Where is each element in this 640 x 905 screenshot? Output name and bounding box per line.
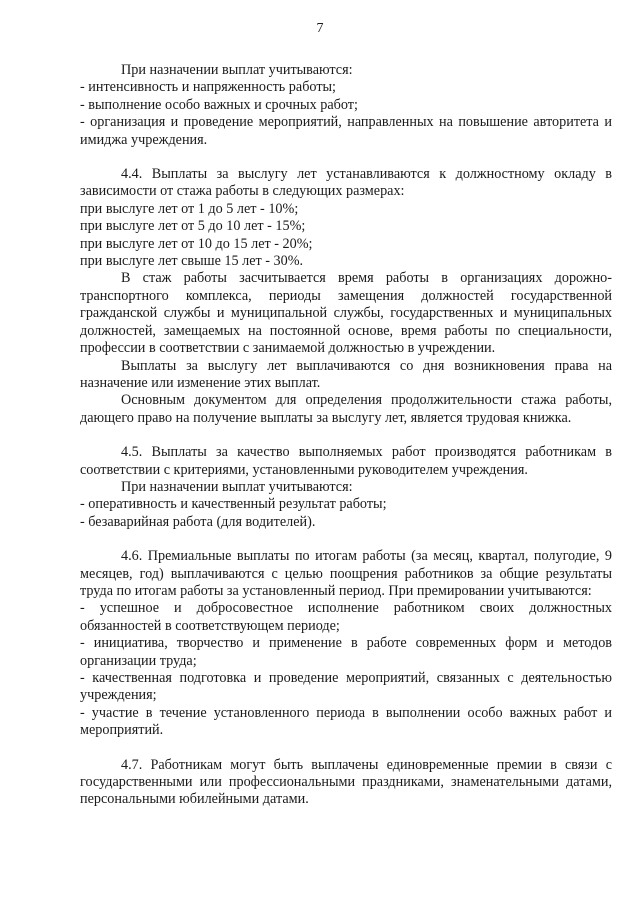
section-4-4-payment-paragraph: Выплаты за выслугу лет выплачиваются со дня возникновения права на назначение или изменение этих выплат. xyxy=(80,357,612,391)
seniority-rate: при выслуге лет от 10 до 15 лет - 20%; xyxy=(80,235,313,252)
section-4-6-heading: 4.6. Премиальные выплаты по итогам работы (за месяц, квартал, полугодие, 9 месяцев, год) выплачиваются с целью поощрения работников за общие результаты труда по итогам работы за установленный период. При премировании учитываются: xyxy=(80,548,612,599)
block1-item: - интенсивность и напряженность работы; xyxy=(80,79,336,96)
section-4-4-document-paragraph: Основным документом для определения продолжительности стажа работы, дающего право на получение выплаты за выслугу лет, является трудовая книжка. xyxy=(80,392,612,426)
section-4-7-paragraph: 4.7. Работникам могут быть выплачены единовременные премии в связи с государственными или профессиональными праздниками, знаменательными датами, персональными юбилейными датами. xyxy=(80,756,612,808)
seniority-rate: при выслуге лет от 1 до 5 лет - 10%; xyxy=(80,200,299,217)
section-4-4-stazh-paragraph: В стаж работы засчитывается время работы в организациях дорожно-транспортного комплекса, периоды замещения должностей государственной гражданской службы и муниципальной службы, государственных и муниципальных должностей, замещаемых на постоянной основе, время работы по специальности, профессии в соответствии с занимаемой должностью в учреждении. xyxy=(80,270,612,357)
seniority-rate: при выслуге лет от 5 до 10 лет - 15%; xyxy=(80,218,306,235)
section-4-6-item: - участие в течение установленного периода в выполнении особо важных работ и мероприятий. xyxy=(80,704,612,739)
section-4-4-heading: 4.4. Выплаты за выслугу лет устанавливаются к должностному окладу в зависимости от стажа работы в следующих размерах: xyxy=(80,166,612,200)
page-number: 7 xyxy=(316,21,324,36)
seniority-rate: при выслуге лет свыше 15 лет - 30%. xyxy=(80,253,304,270)
block1-intro: При назначении выплат учитываются: xyxy=(121,62,353,78)
section-4-6-item: - качественная подготовка и проведение мероприятий, связанных с деятельностью учреждения; xyxy=(80,670,612,704)
section-4-6-item: - инициатива, творчество и применение в работе современных форм и методов организации труда; xyxy=(80,635,612,669)
section-4-5-item: - оперативность и качественный результат работы; xyxy=(80,496,387,513)
block1-item: - выполнение особо важных и срочных работ; xyxy=(80,96,358,113)
section-4-5-item: - безаварийная работа (для водителей). xyxy=(80,513,316,530)
block1-item: - организация и проведение мероприятий, направленных на повышение авторитета и имиджа учреждения. xyxy=(80,114,612,148)
section-4-5-heading: 4.5. Выплаты за качество выполняемых работ производятся работникам в соответствии с критериями, установленными руководителем учреждения. xyxy=(80,444,612,478)
section-4-5-intro: При назначении выплат учитываются: xyxy=(121,478,353,495)
section-4-6-item: - успешное и добросовестное исполнение работником своих должностных обязанностей в соответствующем периоде; xyxy=(80,600,612,634)
document-body xyxy=(80,62,612,809)
